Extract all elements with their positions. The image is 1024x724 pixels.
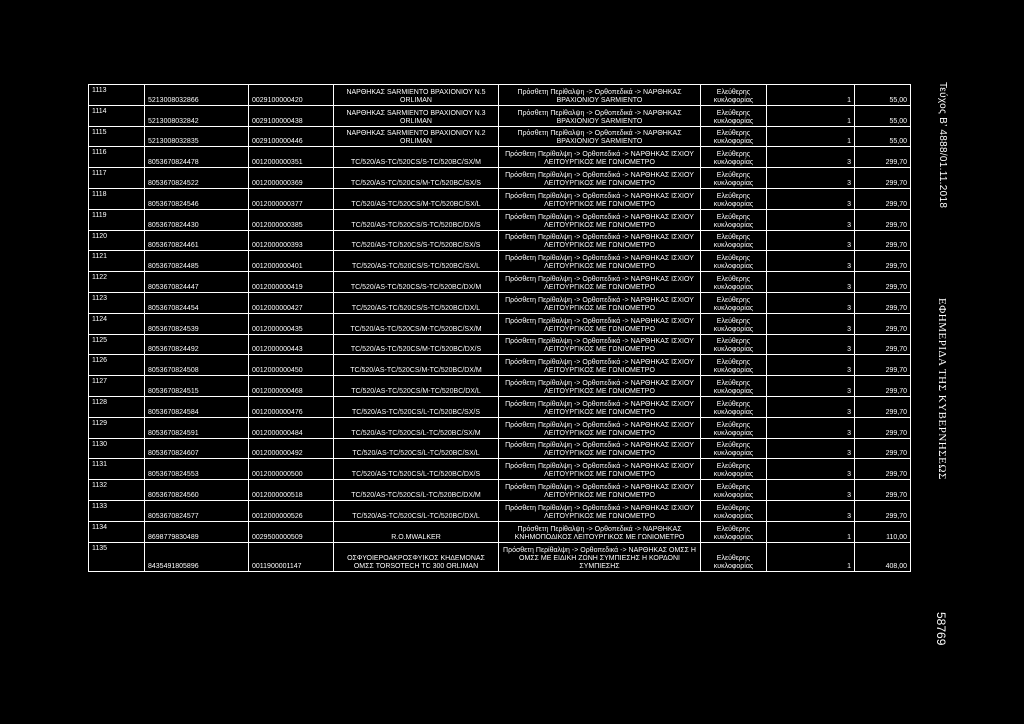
price-cell: 299,70	[855, 188, 911, 209]
category-cell: Πρόσθετη Περίθαλψη -> Ορθοπεδικά -> ΝΑΡΘΗΚΑΣ ΚΝΗΜΟΠΟΔΙΚΟΣ ΛΕΙΤΟΥΡΓΙΚΟΣ ΜΕ ΓΩΝΙΟΜΕΤΡΟ	[499, 521, 701, 542]
circulation-cell: Ελεύθερης κυκλοφορίας	[701, 251, 767, 272]
row-number: 1130	[89, 438, 145, 459]
table-row	[89, 521, 911, 542]
product-id-cell: 0029100000420	[249, 85, 334, 106]
quantity-cell: 1	[767, 521, 855, 542]
table-row	[89, 126, 911, 147]
barcode-cell: 8053670824591	[145, 417, 249, 438]
product-id-cell: 0011900001147	[249, 542, 334, 571]
table-row	[89, 251, 911, 272]
product-id-cell: 0012000000385	[249, 209, 334, 230]
table-row	[89, 480, 911, 501]
category-cell: Πρόσθετη Περίθαλψη -> Ορθοπεδικά -> ΝΑΡΘΗΚΑΣ ΙΣΧΙΟΥ ΛΕΙΤΟΥΡΓΙΚΟΣ ΜΕ ΓΩΝΙΟΜΕΤΡΟ	[499, 334, 701, 355]
price-cell: 299,70	[855, 334, 911, 355]
product-name-cell: TC/520/AS-TC/520CS/L-TC/520BC/SX/S	[334, 396, 499, 417]
price-cell: 299,70	[855, 459, 911, 480]
barcode-cell: 5213008032842	[145, 105, 249, 126]
circulation-cell: Ελεύθερης κυκλοφορίας	[701, 272, 767, 293]
product-id-cell: 0012000000476	[249, 396, 334, 417]
page-number: 58769	[934, 612, 948, 646]
row-number: 1124	[89, 313, 145, 334]
table-row	[89, 292, 911, 313]
quantity-cell: 3	[767, 147, 855, 168]
row-number: 1132	[89, 480, 145, 501]
row-number: 1126	[89, 355, 145, 376]
category-cell: Πρόσθετη Περίθαλψη -> Ορθοπεδικά -> ΝΑΡΘΗΚΑΣ ΙΣΧΙΟΥ ΛΕΙΤΟΥΡΓΙΚΟΣ ΜΕ ΓΩΝΙΟΜΕΤΡΟ	[499, 396, 701, 417]
product-name-cell: TC/520/AS-TC/520CS/L-TC/520BC/SX/L	[334, 438, 499, 459]
product-id-cell: 0012000000377	[249, 188, 334, 209]
row-number: 1135	[89, 542, 145, 571]
product-name-cell: TC/520/AS-TC/520CS/S-TC/520BC/DX/M	[334, 272, 499, 293]
product-id-cell: 0012000000492	[249, 438, 334, 459]
barcode-cell: 5213008032866	[145, 85, 249, 106]
product-id-cell: 0012000000443	[249, 334, 334, 355]
category-cell: Πρόσθετη Περίθαλψη -> Ορθοπεδικά -> ΝΑΡΘΗΚΑΣ ΙΣΧΙΟΥ ΛΕΙΤΟΥΡΓΙΚΟΣ ΜΕ ΓΩΝΙΟΜΕΤΡΟ	[499, 313, 701, 334]
product-id-cell: 0012000000351	[249, 147, 334, 168]
product-id-cell: 0012000000419	[249, 272, 334, 293]
category-cell: Πρόσθετη Περίθαλψη -> Ορθοπεδικά -> ΝΑΡΘΗΚΑΣ ΙΣΧΙΟΥ ΛΕΙΤΟΥΡΓΙΚΟΣ ΜΕ ΓΩΝΙΟΜΕΤΡΟ	[499, 500, 701, 521]
barcode-cell: 8053670824560	[145, 480, 249, 501]
price-cell: 299,70	[855, 376, 911, 397]
circulation-cell: Ελεύθερης κυκλοφορίας	[701, 396, 767, 417]
gazette-title: ΕΦΗΜΕΡΙΔΑ ΤΗΣ ΚΥΒΕΡΝΗΣΕΩΣ	[936, 298, 948, 480]
row-number: 1116	[89, 147, 145, 168]
row-number: 1125	[89, 334, 145, 355]
row-number: 1121	[89, 251, 145, 272]
barcode-cell: 8053670824577	[145, 500, 249, 521]
quantity-cell: 3	[767, 313, 855, 334]
row-number: 1133	[89, 500, 145, 521]
product-name-cell: ΟΣΦΥΟΙΕΡΟΑΚΡΟΣΦΥΙΚΟΣ ΚΗΔΕΜΟΝΑΣ ΟΜΣΣ TORSOTECH TC 300 ORLIMAN	[334, 542, 499, 571]
issue-label: Τεύχος Β’ 4888/01.11.2018	[937, 82, 948, 209]
circulation-cell: Ελεύθερης κυκλοφορίας	[701, 334, 767, 355]
quantity-cell: 1	[767, 85, 855, 106]
product-id-cell: 0012000000450	[249, 355, 334, 376]
quantity-cell: 3	[767, 230, 855, 251]
table-row	[89, 500, 911, 521]
barcode-cell: 8053670824492	[145, 334, 249, 355]
quantity-cell: 3	[767, 500, 855, 521]
category-cell: Πρόσθετη Περίθαλψη -> Ορθοπεδικά -> ΝΑΡΘΗΚΑΣ ΒΡΑΧΙΟΝΙΟΥ SARMIENTO	[499, 126, 701, 147]
product-id-cell: 0012000000484	[249, 417, 334, 438]
price-cell: 299,70	[855, 417, 911, 438]
circulation-cell: Ελεύθερης κυκλοφορίας	[701, 438, 767, 459]
product-id-cell: 0029100000446	[249, 126, 334, 147]
product-name-cell: ΝΑΡΘΗΚΑΣ SARMIENTO ΒΡΑΧΙΟΝΙΟΥ Ν.2 ORLIMAN	[334, 126, 499, 147]
row-number: 1128	[89, 396, 145, 417]
product-id-cell: 0012000000518	[249, 480, 334, 501]
row-number: 1122	[89, 272, 145, 293]
category-cell: Πρόσθετη Περίθαλψη -> Ορθοπεδικά -> ΝΑΡΘΗΚΑΣ ΙΣΧΙΟΥ ΛΕΙΤΟΥΡΓΙΚΟΣ ΜΕ ΓΩΝΙΟΜΕΤΡΟ	[499, 292, 701, 313]
table-row	[89, 209, 911, 230]
product-name-cell: TC/520/AS-TC/520CS/L-TC/520BC/DX/M	[334, 480, 499, 501]
product-name-cell: TC/520/AS-TC/520CS/S-TC/520BC/SX/M	[334, 147, 499, 168]
row-number: 1113	[89, 85, 145, 106]
price-cell: 299,70	[855, 230, 911, 251]
product-name-cell: TC/520/AS-TC/520CS/L-TC/520BC/SX/M	[334, 417, 499, 438]
product-name-cell: TC/520/AS-TC/520CS/M-TC/520BC/SX/S	[334, 168, 499, 189]
quantity-cell: 1	[767, 542, 855, 571]
row-number: 1129	[89, 417, 145, 438]
row-number: 1131	[89, 459, 145, 480]
barcode-cell: 8053670824522	[145, 168, 249, 189]
table-row	[89, 272, 911, 293]
quantity-cell: 3	[767, 168, 855, 189]
row-number: 1123	[89, 292, 145, 313]
barcode-cell: 8053670824454	[145, 292, 249, 313]
barcode-cell: 8053670824478	[145, 147, 249, 168]
category-cell: Πρόσθετη Περίθαλψη -> Ορθοπεδικά -> ΝΑΡΘΗΚΑΣ ΙΣΧΙΟΥ ΛΕΙΤΟΥΡΓΙΚΟΣ ΜΕ ΓΩΝΙΟΜΕΤΡΟ	[499, 168, 701, 189]
price-cell: 299,70	[855, 480, 911, 501]
barcode-cell: 8053670824539	[145, 313, 249, 334]
price-cell: 299,70	[855, 313, 911, 334]
circulation-cell: Ελεύθερης κυκλοφορίας	[701, 500, 767, 521]
row-number: 1120	[89, 230, 145, 251]
quantity-cell: 3	[767, 334, 855, 355]
circulation-cell: Ελεύθερης κυκλοφορίας	[701, 313, 767, 334]
price-cell: 299,70	[855, 292, 911, 313]
price-cell: 299,70	[855, 355, 911, 376]
category-cell: Πρόσθετη Περίθαλψη -> Ορθοπεδικά -> ΝΑΡΘΗΚΑΣ ΙΣΧΙΟΥ ΛΕΙΤΟΥΡΓΙΚΟΣ ΜΕ ΓΩΝΙΟΜΕΤΡΟ	[499, 272, 701, 293]
table-row	[89, 188, 911, 209]
barcode-cell: 8435491805896	[145, 542, 249, 571]
product-name-cell: ΝΑΡΘΗΚΑΣ SARMIENTO ΒΡΑΧΙΟΝΙΟΥ Ν.5 ORLIMAN	[334, 85, 499, 106]
barcode-cell: 8053670824607	[145, 438, 249, 459]
product-id-cell: 0029500000509	[249, 521, 334, 542]
price-cell: 110,00	[855, 521, 911, 542]
product-name-cell: TC/520/AS-TC/520CS/M-TC/520BC/DX/M	[334, 355, 499, 376]
category-cell: Πρόσθετη Περίθαλψη -> Ορθοπεδικά -> ΝΑΡΘΗΚΑΣ ΙΣΧΙΟΥ ΛΕΙΤΟΥΡΓΙΚΟΣ ΜΕ ΓΩΝΙΟΜΕΤΡΟ	[499, 251, 701, 272]
circulation-cell: Ελεύθερης κυκλοφορίας	[701, 126, 767, 147]
barcode-cell: 8053670824508	[145, 355, 249, 376]
price-cell: 408,00	[855, 542, 911, 571]
barcode-cell: 8053670824515	[145, 376, 249, 397]
row-number: 1134	[89, 521, 145, 542]
product-name-cell: TC/520/AS-TC/520CS/S-TC/520BC/SX/L	[334, 251, 499, 272]
circulation-cell: Ελεύθερης κυκλοφορίας	[701, 85, 767, 106]
product-id-cell: 0012000000500	[249, 459, 334, 480]
price-cell: 299,70	[855, 251, 911, 272]
category-cell: Πρόσθετη Περίθαλψη -> Ορθοπεδικά -> ΝΑΡΘΗΚΑΣ ΙΣΧΙΟΥ ΛΕΙΤΟΥΡΓΙΚΟΣ ΜΕ ΓΩΝΙΟΜΕΤΡΟ	[499, 147, 701, 168]
category-cell: Πρόσθετη Περίθαλψη -> Ορθοπεδικά -> ΝΑΡΘΗΚΑΣ ΙΣΧΙΟΥ ΛΕΙΤΟΥΡΓΙΚΟΣ ΜΕ ΓΩΝΙΟΜΕΤΡΟ	[499, 230, 701, 251]
quantity-cell: 3	[767, 292, 855, 313]
row-number: 1118	[89, 188, 145, 209]
product-name-cell: TC/520/AS-TC/520CS/M-TC/520BC/SX/L	[334, 188, 499, 209]
category-cell: Πρόσθετη Περίθαλψη -> Ορθοπεδικά -> ΝΑΡΘΗΚΑΣ ΙΣΧΙΟΥ ΛΕΙΤΟΥΡΓΙΚΟΣ ΜΕ ΓΩΝΙΟΜΕΤΡΟ	[499, 188, 701, 209]
product-name-cell: R.O.MWALKER	[334, 521, 499, 542]
product-id-cell: 0012000000401	[249, 251, 334, 272]
circulation-cell: Ελεύθερης κυκλοφορίας	[701, 292, 767, 313]
price-cell: 55,00	[855, 126, 911, 147]
category-cell: Πρόσθετη Περίθαλψη -> Ορθοπεδικά -> ΝΑΡΘΗΚΑΣ ΙΣΧΙΟΥ ΛΕΙΤΟΥΡΓΙΚΟΣ ΜΕ ΓΩΝΙΟΜΕΤΡΟ	[499, 209, 701, 230]
quantity-cell: 3	[767, 480, 855, 501]
quantity-cell: 1	[767, 105, 855, 126]
category-cell: Πρόσθετη Περίθαλψη -> Ορθοπεδικά -> ΝΑΡΘΗΚΑΣ ΙΣΧΙΟΥ ΛΕΙΤΟΥΡΓΙΚΟΣ ΜΕ ΓΩΝΙΟΜΕΤΡΟ	[499, 376, 701, 397]
product-id-cell: 0012000000468	[249, 376, 334, 397]
circulation-cell: Ελεύθερης κυκλοφορίας	[701, 147, 767, 168]
table-row	[89, 230, 911, 251]
quantity-cell: 1	[767, 126, 855, 147]
barcode-cell: 8053670824485	[145, 251, 249, 272]
barcode-cell: 8053670824461	[145, 230, 249, 251]
circulation-cell: Ελεύθερης κυκλοφορίας	[701, 105, 767, 126]
quantity-cell: 3	[767, 376, 855, 397]
row-number: 1114	[89, 105, 145, 126]
barcode-cell: 8698779830489	[145, 521, 249, 542]
barcode-cell: 8053670824584	[145, 396, 249, 417]
quantity-cell: 3	[767, 188, 855, 209]
table-row	[89, 105, 911, 126]
price-cell: 299,70	[855, 396, 911, 417]
row-number: 1119	[89, 209, 145, 230]
table-row	[89, 355, 911, 376]
barcode-cell: 8053670824447	[145, 272, 249, 293]
circulation-cell: Ελεύθερης κυκλοφορίας	[701, 209, 767, 230]
row-number: 1117	[89, 168, 145, 189]
category-cell: Πρόσθετη Περίθαλψη -> Ορθοπεδικά -> ΝΑΡΘΗΚΑΣ ΙΣΧΙΟΥ ΛΕΙΤΟΥΡΓΙΚΟΣ ΜΕ ΓΩΝΙΟΜΕΤΡΟ	[499, 355, 701, 376]
product-id-cell: 0012000000393	[249, 230, 334, 251]
table-row	[89, 168, 911, 189]
product-name-cell: TC/520/AS-TC/520CS/S-TC/520BC/SX/S	[334, 230, 499, 251]
product-name-cell: TC/520/AS-TC/520CS/M-TC/520BC/SX/M	[334, 313, 499, 334]
product-id-cell: 0012000000427	[249, 292, 334, 313]
table-row	[89, 147, 911, 168]
product-id-cell: 0012000000435	[249, 313, 334, 334]
table-row	[89, 542, 911, 571]
quantity-cell: 3	[767, 459, 855, 480]
category-cell: Πρόσθετη Περίθαλψη -> Ορθοπεδικά -> ΝΑΡΘΗΚΑΣ ΙΣΧΙΟΥ ΛΕΙΤΟΥΡΓΙΚΟΣ ΜΕ ΓΩΝΙΟΜΕΤΡΟ	[499, 417, 701, 438]
table-row	[89, 313, 911, 334]
price-cell: 299,70	[855, 168, 911, 189]
quantity-cell: 3	[767, 209, 855, 230]
price-cell: 299,70	[855, 500, 911, 521]
category-cell: Πρόσθετη Περίθαλψη -> Ορθοπεδικά -> ΝΑΡΘΗΚΑΣ ΙΣΧΙΟΥ ΛΕΙΤΟΥΡΓΙΚΟΣ ΜΕ ΓΩΝΙΟΜΕΤΡΟ	[499, 459, 701, 480]
circulation-cell: Ελεύθερης κυκλοφορίας	[701, 355, 767, 376]
table-row	[89, 85, 911, 106]
product-name-cell: TC/520/AS-TC/520CS/M-TC/520BC/DX/L	[334, 376, 499, 397]
circulation-cell: Ελεύθερης κυκλοφορίας	[701, 188, 767, 209]
product-table	[88, 84, 911, 572]
quantity-cell: 3	[767, 272, 855, 293]
circulation-cell: Ελεύθερης κυκλοφορίας	[701, 417, 767, 438]
table-row	[89, 396, 911, 417]
row-number: 1127	[89, 376, 145, 397]
barcode-cell: 8053670824430	[145, 209, 249, 230]
category-cell: Πρόσθετη Περίθαλψη -> Ορθοπεδικά -> ΝΑΡΘΗΚΑΣ ΒΡΑΧΙΟΝΙΟΥ SARMIENTO	[499, 85, 701, 106]
price-cell: 55,00	[855, 105, 911, 126]
circulation-cell: Ελεύθερης κυκλοφορίας	[701, 459, 767, 480]
product-name-cell: TC/520/AS-TC/520CS/L-TC/520BC/DX/S	[334, 459, 499, 480]
table-row	[89, 438, 911, 459]
circulation-cell: Ελεύθερης κυκλοφορίας	[701, 542, 767, 571]
product-name-cell: TC/520/AS-TC/520CS/S-TC/520BC/DX/S	[334, 209, 499, 230]
circulation-cell: Ελεύθερης κυκλοφορίας	[701, 230, 767, 251]
product-name-cell: TC/520/AS-TC/520CS/L-TC/520BC/DX/L	[334, 500, 499, 521]
product-name-cell: TC/520/AS-TC/520CS/S-TC/520BC/DX/L	[334, 292, 499, 313]
table-row	[89, 417, 911, 438]
category-cell: Πρόσθετη Περίθαλψη -> Ορθοπεδικά -> ΝΑΡΘΗΚΑΣ ΙΣΧΙΟΥ ΛΕΙΤΟΥΡΓΙΚΟΣ ΜΕ ΓΩΝΙΟΜΕΤΡΟ	[499, 438, 701, 459]
quantity-cell: 3	[767, 396, 855, 417]
product-id-cell: 0012000000526	[249, 500, 334, 521]
quantity-cell: 3	[767, 438, 855, 459]
circulation-cell: Ελεύθερης κυκλοφορίας	[701, 521, 767, 542]
quantity-cell: 3	[767, 251, 855, 272]
barcode-cell: 8053670824546	[145, 188, 249, 209]
quantity-cell: 3	[767, 355, 855, 376]
price-cell: 299,70	[855, 272, 911, 293]
category-cell: Πρόσθετη Περίθαλψη -> Ορθοπεδικά -> ΝΑΡΘΗΚΑΣ ΙΣΧΙΟΥ ΛΕΙΤΟΥΡΓΙΚΟΣ ΜΕ ΓΩΝΙΟΜΕΤΡΟ	[499, 480, 701, 501]
product-name-cell: ΝΑΡΘΗΚΑΣ SARMIENTO ΒΡΑΧΙΟΝΙΟΥ Ν.3 ORLIMAN	[334, 105, 499, 126]
product-id-cell: 0012000000369	[249, 168, 334, 189]
table-row	[89, 334, 911, 355]
category-cell: Πρόσθετη Περίθαλψη -> Ορθοπεδικά -> ΝΑΡΘΗΚΑΣ ΟΜΣΣ Η ΟΜΣΣ ΜΕ ΕΙΔΙΚΗ ΖΩΝΗ ΣΥΜΠΙΕΣΗΣ Η ΚΟΡΔΟΝΙ ΣΥΜΠΙΕΣΗΣ	[499, 542, 701, 571]
product-id-cell: 0029100000438	[249, 105, 334, 126]
row-number: 1115	[89, 126, 145, 147]
category-cell: Πρόσθετη Περίθαλψη -> Ορθοπεδικά -> ΝΑΡΘΗΚΑΣ ΒΡΑΧΙΟΝΙΟΥ SARMIENTO	[499, 105, 701, 126]
price-cell: 299,70	[855, 147, 911, 168]
price-cell: 299,70	[855, 438, 911, 459]
product-name-cell: TC/520/AS-TC/520CS/M-TC/520BC/DX/S	[334, 334, 499, 355]
quantity-cell: 3	[767, 417, 855, 438]
price-cell: 55,00	[855, 85, 911, 106]
table-row	[89, 376, 911, 397]
circulation-cell: Ελεύθερης κυκλοφορίας	[701, 480, 767, 501]
barcode-cell: 8053670824553	[145, 459, 249, 480]
barcode-cell: 5213008032835	[145, 126, 249, 147]
circulation-cell: Ελεύθερης κυκλοφορίας	[701, 376, 767, 397]
price-cell: 299,70	[855, 209, 911, 230]
circulation-cell: Ελεύθερης κυκλοφορίας	[701, 168, 767, 189]
table-row	[89, 459, 911, 480]
